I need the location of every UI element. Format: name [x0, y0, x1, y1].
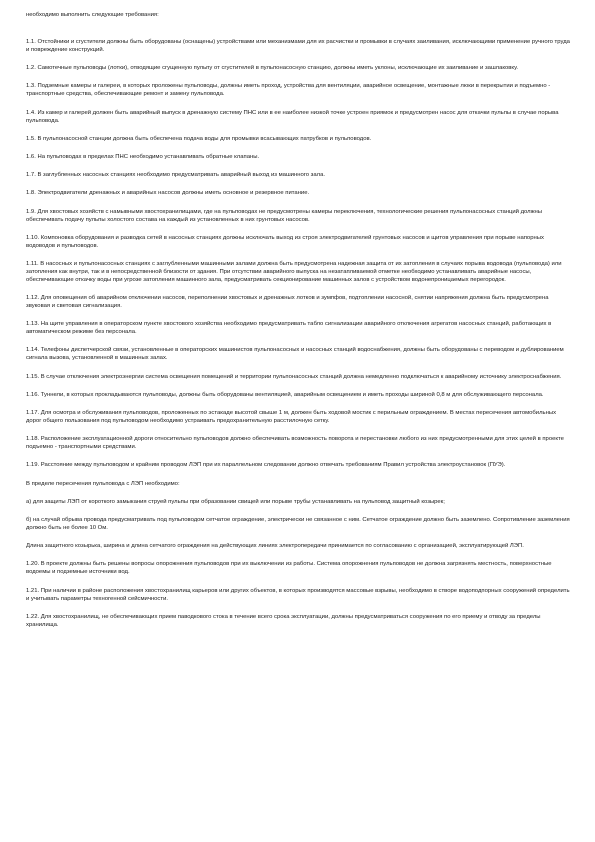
paragraph: 1.8. Электродвигатели дренажных и аварийных насосов должны иметь основное и резервное питание. [26, 190, 310, 197]
paragraph-list [26, 38, 573, 629]
paragraph: 1.18. Расположение эксплуатационной дороги относительно пульповодов должно обеспечивать возможность поворота и перестановки любого из них предусмотренными для этих целей в проекте подъемно - транспортными средствами. [26, 436, 564, 451]
paragraph: 1.12. Для оповещения об аварийном отключении насосов, переполнении хвостовых и дренажных лотков и зумпфов, подтоплении насосной, снятии напряжения должна быть предусмотрена звуковая и световая сигнализация. [26, 295, 549, 310]
paragraph: 1.16. Туннели, в которых прокладываются пульповоды, должны быть оборудованы вентиляцией, аварийным освещением и иметь проходы шириной 0,8 м для обслуживающего персонала. [26, 391, 544, 398]
paragraph: 1.21. При наличии в районе расположения хвостохранилищ карьеров или других объектов, в которых производятся массовые взрывы, необходимо в створе водоподпорных сооружений определить и учитывать параметры техногенной сейсмичности. [26, 587, 570, 602]
paragraph: 1.2. Самотечные пульповоды (лотки), отводящие сгущенную пульпу от сгустителей в пульпонасосную станцию, должны иметь уклоны, исключающие их заиливание и зашлаковку. [26, 65, 519, 72]
paragraph: б) на случай обрыва провода предусматривать под пульповодом сетчатое ограждение, электрически не связанное с ним. Сетчатое ограждение должно быть заземлено. Сопротивление заземления должно быть не более 10 Ом. [26, 516, 570, 531]
intro-text: необходимо выполнить следующие требования: [26, 12, 159, 18]
paragraph: а) для защиты ЛЭП от короткого замыкания струей пульпы при образовании свищей или порыве трубы устанавливать на пульповод защитный козырек; [26, 498, 445, 505]
paragraph: 1.9. Для хвостовых хозяйств с намывными хвостохранилищами, где на пульповодах не предусмотрены камеры переключения, технологические решения пульпонасосных станций должны обеспечивать подачу пульпы холостого состава на каждый из установленных в них грунтовых насосов. [26, 208, 543, 223]
paragraph: 1.7. В заглубленных насосных станциях необходимо предусматривать аварийный выход из машинного зала. [26, 172, 325, 179]
paragraph: 1.22. Для хвостохранилищ, не обеспечивающих прием паводкового стока в течение всего срока эксплуатации, должны предусматриваться сооружения по его приему и отводу за пределы хранилища. [26, 613, 541, 628]
paragraph: 1.15. В случае отключения электроэнергии система освещения помещений и территории пульпонасосных станций должна немедленно подключаться к аварийному источнику электроснабжения. [26, 373, 562, 380]
paragraph: 1.19. Расстояние между пульповодом и крайним проводом ЛЭП при их параллельном следовании должно отвечать требованиям Правил устройства электроустановок (ПУЭ). [26, 462, 506, 469]
paragraph: 1.13. На щите управления в операторском пункте хвостового хозяйства необходимо предусматривать табло сигнализации аварийного отключения агрегатов насосных станций, работающих в автоматическом режиме без персонала. [26, 321, 552, 336]
paragraph: 1.11. В насосных и пульпонасосных станциях с заглубленными машинными залами должна быть предусмотрена надежная защита от их затопления в случаях порыва водовода (пульповода) или затопления как внутри, так и в непосредственной близости от здания. При отсутствии аварийного выпуска на незатапливаемой отметке необходимо устанавливать аварийные насосы, обеспечивающие откачку воды при угрозе затопления машинного зала, предусматривать секционирование машинных залов с устройством водонепроницаемых перегородок. [26, 260, 562, 283]
paragraph: 1.14. Телефоны диспетчерской связи, установленные в операторских машинистов пульпонасосных и насосных станций водоснабжения, должны быть оборудованы с переводом и дублированием сигнала вызова, установленной в машинных залах. [26, 347, 564, 362]
paragraph: В пределе пересечения пульповода с ЛЭП необходимо: [26, 480, 180, 487]
paragraph: 1.10. Компоновка оборудования и разводка сетей в насосных станциях должны исключать выход из строя электродвигателей грунтовых насосов и щитов управления при порыве напорных водоводов и пульповодов. [26, 234, 544, 249]
paragraph: 1.3. Подземные камеры и галереи, в которых проложены пульповоды, должны иметь проход, устройства для вентиляции, аварийное освещение, монтажные люки в перекрытии и подъемно - транспортные средства, обеспечивающие ремонт и замену пульповода. [26, 83, 551, 98]
paragraph: 1.4. Из камер и галерей должен быть аварийный выпуск в дренажную систему ПНС или в ее наиболее низкой точке устроен приямок и предусмотрен насос для откачки пульпы в случае порыва пульповода. [26, 109, 559, 124]
paragraph: 1.5. В пульпонасосной станции должна быть обеспечена подача воды для промывки всасывающих патрубков и пульповодов. [26, 135, 372, 142]
paragraph: 1.6. На пульповодах в пределах ПНС необходимо устанавливать обратные клапаны. [26, 153, 260, 160]
paragraph: 1.1. Отстойники и сгустители должны быть оборудованы (оснащены) устройствами или механизмами для их расчистки и промывки в случаях заиливания, исключающими применение ручного труда и повреждение конструкций. [26, 39, 570, 53]
paragraph: 1.20. В проекте должны быть решены вопросы опорожнения пульповодов при их выключении из работы. Система опорожнения пульповодов не должна загрязнять местность, поверхностные водоемы и подземные источники вод. [26, 561, 552, 576]
paragraph: Длина защитного козырька, ширина и длина сетчатого ограждения на действующих линиях электропередачи принимается по согласованию с организацией, эксплуатирующей ЛЭП. [26, 543, 524, 550]
paragraph: 1.17. Для осмотра и обслуживания пульповодов, проложенных по эстакаде высотой свыше 1 м, должен быть ходовой мостик с перильным ограждением. В местах пересечения автомобильных дорог общего пользования под пульповодом необходимо устраивать предохранительную расстилочную сетку. [26, 410, 557, 424]
